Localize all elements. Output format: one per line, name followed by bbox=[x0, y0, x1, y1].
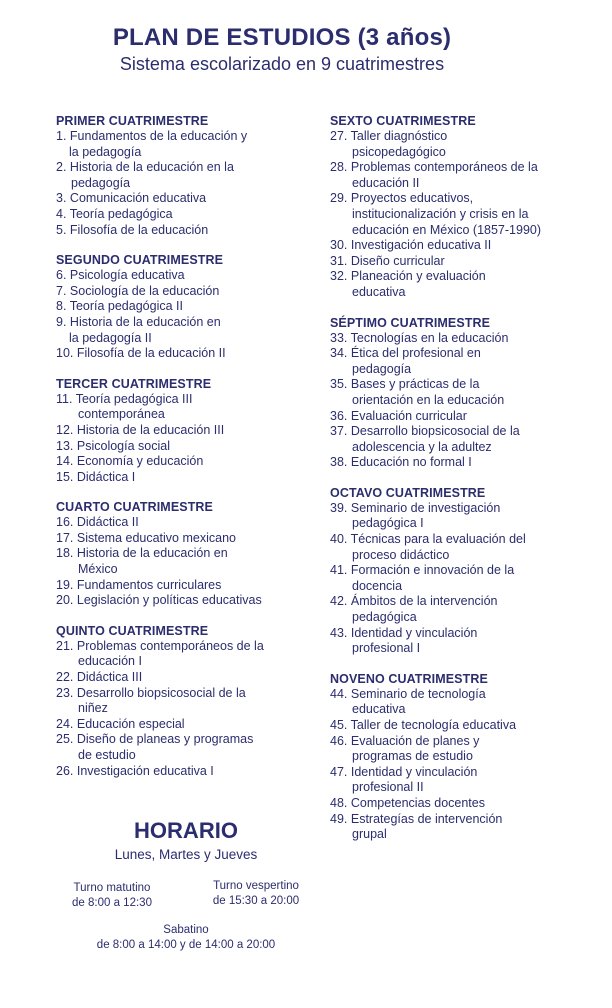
subject-number: 1. bbox=[56, 129, 67, 143]
subject-text-line: Problemas contemporáneos de la bbox=[350, 160, 538, 175]
subject-text-line: Historia de la educación III bbox=[76, 422, 225, 437]
subject-number: 19. bbox=[56, 577, 74, 592]
subject-number: 40. bbox=[330, 532, 348, 547]
subject-text-line: grupal bbox=[352, 827, 387, 842]
subject-text-line: Taller diagnóstico bbox=[350, 129, 448, 143]
subject-text-line: Sociología de la educación bbox=[69, 283, 220, 298]
subject-number: 43. bbox=[330, 625, 348, 640]
subject-text-line: Competencias docentes bbox=[350, 795, 485, 810]
semester-block bbox=[330, 316, 570, 471]
subject-number: 20. bbox=[56, 593, 74, 608]
subject-item bbox=[330, 734, 570, 765]
subject-text-line: Evaluación de planes y bbox=[350, 733, 480, 748]
semester-title: NOVENO CUATRIMESTRE bbox=[330, 671, 488, 686]
subject-text-line: Planeación y evaluación bbox=[350, 269, 486, 284]
page-subtitle: Sistema escolarizado en 9 cuatrimestres bbox=[119, 54, 445, 74]
horario-title: HORARIO bbox=[134, 818, 238, 843]
subject-text-line: psicopedagógico bbox=[352, 144, 446, 159]
subject-number: 38. bbox=[330, 455, 348, 470]
subject-text-line: Teoría pedagógica II bbox=[69, 299, 183, 314]
horario-days: Lunes, Martes y Jueves bbox=[114, 847, 258, 862]
subject-number: 49. bbox=[330, 811, 348, 826]
subject-text-line: educación I bbox=[78, 654, 142, 669]
subject-item bbox=[56, 639, 326, 670]
subject-text-line: Didáctica II bbox=[76, 515, 139, 530]
semester-block bbox=[330, 486, 570, 657]
semester-title: QUINTO CUATRIMESTRE bbox=[56, 623, 209, 638]
subject-number: 25. bbox=[56, 732, 74, 747]
subject-text-line: Estrategías de intervención bbox=[350, 811, 503, 826]
subject-text-line: Diseño de planeas y programas bbox=[76, 732, 254, 747]
subject-item bbox=[330, 718, 570, 734]
semester-block bbox=[56, 377, 326, 486]
subject-item bbox=[56, 764, 326, 780]
subject-text-line: Técnicas para la evaluación del bbox=[350, 532, 526, 547]
subject-text-line: niñez bbox=[78, 701, 108, 716]
subject-item bbox=[56, 732, 326, 763]
subject-item bbox=[56, 284, 326, 300]
subject-number: 37. bbox=[330, 424, 348, 439]
subject-number: 4. bbox=[56, 206, 67, 221]
turno-sabatino-hours: de 8:00 a 14:00 y de 14:00 a 20:00 bbox=[96, 939, 276, 951]
subject-item bbox=[330, 501, 570, 532]
subject-text-line: Didáctica III bbox=[76, 670, 143, 685]
subject-item bbox=[330, 563, 570, 594]
subject-item bbox=[56, 315, 326, 346]
turno-vespertino-hours: de 15:30 a 20:00 bbox=[212, 895, 300, 907]
subject-number: 33. bbox=[330, 330, 348, 345]
subject-number: 3. bbox=[56, 191, 67, 206]
subject-item bbox=[56, 454, 326, 470]
subject-text-line: Filosofía de la educación bbox=[69, 222, 209, 237]
subject-text-line: Seminario de tecnología bbox=[350, 686, 486, 701]
subject-text-line: Identidad y vinculación bbox=[350, 625, 478, 640]
turno-vespertino-label: Turno vespertino bbox=[213, 880, 299, 892]
subject-number: 21. bbox=[56, 638, 74, 653]
semester-title: OCTAVO CUATRIMESTRE bbox=[330, 485, 486, 500]
subject-text-line: Teoría pedagógica III bbox=[75, 391, 193, 406]
subject-item bbox=[56, 546, 326, 577]
subject-number: 45. bbox=[330, 718, 348, 732]
subject-number: 15. bbox=[56, 469, 74, 484]
subject-text-line: México bbox=[78, 562, 118, 577]
subject-text-line: educación II bbox=[352, 175, 420, 190]
subject-text-line: Desarrollo biopsicosocial de la bbox=[350, 424, 520, 439]
subject-text-line: Formación e innovación de la bbox=[350, 563, 515, 578]
subject-number: 11. bbox=[56, 391, 73, 406]
subject-number: 26. bbox=[56, 763, 74, 778]
subject-item bbox=[56, 670, 326, 686]
subject-text-line: adolescencia y la adultez bbox=[352, 439, 492, 454]
subject-number: 30. bbox=[330, 238, 348, 253]
subject-text-line: educación en México (1857-1990) bbox=[352, 222, 542, 237]
semester-title: CUARTO CUATRIMESTRE bbox=[56, 500, 213, 515]
semester-block bbox=[56, 114, 326, 238]
subject-text-line: Filosofía de la educación II bbox=[76, 346, 226, 361]
subject-number: 12. bbox=[56, 422, 74, 437]
subject-text-line: institucionalización y crisis en la bbox=[352, 206, 529, 221]
subject-item bbox=[330, 796, 570, 812]
semester-block bbox=[56, 500, 326, 609]
subject-item bbox=[56, 392, 326, 423]
subject-number: 9. bbox=[56, 314, 67, 329]
subject-number: 17. bbox=[56, 530, 74, 545]
subject-item bbox=[56, 191, 326, 207]
subject-item bbox=[56, 470, 326, 486]
subject-text-line: Didáctica I bbox=[76, 469, 136, 484]
subject-item bbox=[56, 299, 326, 315]
turno-sabatino bbox=[56, 923, 316, 953]
subject-number: 46. bbox=[330, 733, 348, 748]
turno-vespertino bbox=[200, 879, 312, 909]
subject-number: 18. bbox=[56, 546, 74, 561]
subject-number: 27. bbox=[330, 129, 348, 143]
subject-item bbox=[56, 160, 326, 191]
subject-text-line: Educación especial bbox=[76, 716, 185, 731]
subject-text-line: la pedagogía bbox=[69, 144, 142, 159]
subject-text-line: Bases y prácticas de la bbox=[350, 377, 480, 392]
semester-title: TERCER CUATRIMESTRE bbox=[56, 376, 212, 391]
subject-text-line: Historia de la educación en bbox=[69, 314, 221, 329]
subject-text-line: Tecnologías en la educación bbox=[350, 330, 509, 345]
subject-text-line: Sistema educativo mexicano bbox=[76, 530, 236, 545]
semester-block bbox=[330, 672, 570, 843]
subject-item bbox=[330, 532, 570, 563]
subject-text-line: la pedagogía II bbox=[69, 330, 152, 345]
subject-number: 34. bbox=[330, 346, 348, 361]
subject-item bbox=[330, 191, 570, 238]
subject-item bbox=[56, 515, 326, 531]
turno-matutino bbox=[56, 881, 168, 911]
turno-matutino-label: Turno matutino bbox=[73, 882, 151, 894]
subject-number: 32. bbox=[330, 269, 348, 284]
subject-number: 47. bbox=[330, 764, 348, 779]
subject-item bbox=[56, 346, 326, 362]
subject-number: 41. bbox=[330, 563, 348, 578]
subject-number: 10. bbox=[56, 346, 74, 361]
subject-text-line: Psicología social bbox=[76, 438, 170, 453]
subject-item bbox=[56, 268, 326, 284]
subject-text-line: Teoría pedagógica bbox=[69, 206, 173, 221]
right-column bbox=[330, 114, 570, 858]
subject-text-line: Desarrollo biopsicosocial de la bbox=[76, 685, 246, 700]
subject-text-line: educativa bbox=[352, 702, 406, 717]
semester-title: PRIMER CUATRIMESTRE bbox=[56, 114, 209, 128]
subject-text-line: Ámbitos de la intervención bbox=[350, 594, 498, 609]
subject-item bbox=[330, 424, 570, 455]
subject-text-line: profesional II bbox=[352, 780, 424, 795]
subject-text-line: educativa bbox=[352, 284, 406, 299]
subject-number: 6. bbox=[56, 268, 67, 283]
subject-number: 31. bbox=[330, 253, 348, 268]
subject-number: 2. bbox=[56, 160, 67, 175]
subject-item bbox=[56, 223, 326, 239]
subject-number: 39. bbox=[330, 500, 348, 515]
subject-item bbox=[330, 409, 570, 425]
subject-number: 5. bbox=[56, 222, 67, 237]
semester-title: SÉPTIMO CUATRIMESTRE bbox=[330, 315, 491, 330]
subject-text-line: pedagogía bbox=[352, 361, 412, 376]
subject-item bbox=[330, 626, 570, 657]
subject-text-line: Seminario de investigación bbox=[350, 500, 501, 515]
subject-number: 35. bbox=[330, 377, 348, 392]
subject-item bbox=[330, 269, 570, 300]
subject-text-line: Evaluación curricular bbox=[350, 408, 467, 423]
subject-number: 29. bbox=[330, 191, 348, 206]
subject-item bbox=[330, 238, 570, 254]
semester-block bbox=[56, 253, 326, 362]
subject-number: 36. bbox=[330, 408, 348, 423]
subject-item bbox=[56, 207, 326, 223]
subject-text-line: Problemas contemporáneos de la bbox=[76, 638, 264, 653]
turno-matutino-hours: de 8:00 a 12:30 bbox=[72, 897, 152, 909]
semester-block bbox=[330, 114, 570, 301]
subject-text-line: Fundamentos de la educación y bbox=[69, 129, 248, 143]
subject-text-line: Identidad y vinculación bbox=[350, 764, 478, 779]
subject-text-line: Diseño curricular bbox=[350, 253, 445, 268]
subject-text-line: profesional I bbox=[352, 641, 421, 656]
subject-number: 13. bbox=[56, 438, 74, 453]
subject-text-line: pedagogía bbox=[71, 175, 131, 190]
subject-item bbox=[56, 717, 326, 733]
subject-text-line: programas de estudio bbox=[352, 749, 473, 764]
subject-text-line: docencia bbox=[352, 578, 403, 593]
subject-number: 8. bbox=[56, 299, 67, 314]
subject-text-line: Fundamentos curriculares bbox=[76, 577, 222, 592]
subject-item bbox=[56, 129, 326, 160]
subject-number: 44. bbox=[330, 686, 348, 701]
subject-text-line: Investigación educativa I bbox=[76, 763, 214, 778]
subject-item bbox=[330, 331, 570, 347]
subject-item bbox=[56, 593, 326, 609]
subject-text-line: Economía y educación bbox=[76, 454, 204, 469]
semester-block bbox=[56, 624, 326, 779]
subject-text-line: Historia de la educación en la bbox=[69, 160, 234, 175]
subject-number: 7. bbox=[56, 283, 67, 298]
subject-item bbox=[330, 812, 570, 843]
semester-title: SEXTO CUATRIMESTRE bbox=[330, 114, 476, 128]
subject-text-line: Psicología educativa bbox=[69, 268, 185, 283]
subject-text-line: contemporánea bbox=[78, 407, 165, 422]
subject-text-line: Educación no formal I bbox=[350, 455, 472, 470]
subject-text-line: Investigación educativa II bbox=[350, 238, 492, 253]
subject-text-line: Taller de tecnología educativa bbox=[350, 718, 517, 732]
subject-item bbox=[330, 377, 570, 408]
turno-sabatino-label: Sabatino bbox=[163, 924, 209, 936]
subject-text-line: pedagógica I bbox=[352, 516, 424, 531]
subject-number: 24. bbox=[56, 716, 74, 731]
subject-text-line: Legislación y políticas educativas bbox=[76, 593, 262, 608]
subject-item bbox=[56, 686, 326, 717]
subject-text-line: proceso didáctico bbox=[352, 547, 450, 562]
subject-number: 16. bbox=[56, 515, 74, 530]
subject-text-line: Ética del profesional en bbox=[350, 346, 481, 361]
subject-text-line: Proyectos educativos, bbox=[350, 191, 474, 206]
subject-item bbox=[330, 687, 570, 718]
subject-item bbox=[330, 594, 570, 625]
page-title: PLAN DE ESTUDIOS (3 años) bbox=[112, 24, 452, 51]
subject-number: 48. bbox=[330, 795, 348, 810]
subject-text-line: Comunicación educativa bbox=[69, 191, 207, 206]
subject-item bbox=[56, 578, 326, 594]
subject-number: 14. bbox=[56, 454, 74, 469]
subject-number: 22. bbox=[56, 670, 74, 685]
subject-item bbox=[330, 129, 570, 160]
subject-text-line: orientación en la educación bbox=[352, 392, 505, 407]
subject-number: 42. bbox=[330, 594, 348, 609]
subject-item bbox=[330, 765, 570, 796]
semester-title: SEGUNDO CUATRIMESTRE bbox=[56, 253, 224, 268]
subject-item bbox=[56, 423, 326, 439]
subject-item bbox=[56, 439, 326, 455]
subject-item bbox=[330, 254, 570, 270]
subject-text-line: Historia de la educación en bbox=[76, 546, 228, 561]
subject-text-line: de estudio bbox=[78, 748, 136, 762]
subject-item bbox=[56, 531, 326, 547]
left-column bbox=[56, 114, 326, 794]
subject-text-line: pedagógica bbox=[352, 610, 417, 625]
subject-item bbox=[330, 160, 570, 191]
subject-number: 28. bbox=[330, 160, 348, 175]
subject-item bbox=[330, 346, 570, 377]
subject-item bbox=[330, 455, 570, 471]
subject-number: 23. bbox=[56, 685, 74, 700]
